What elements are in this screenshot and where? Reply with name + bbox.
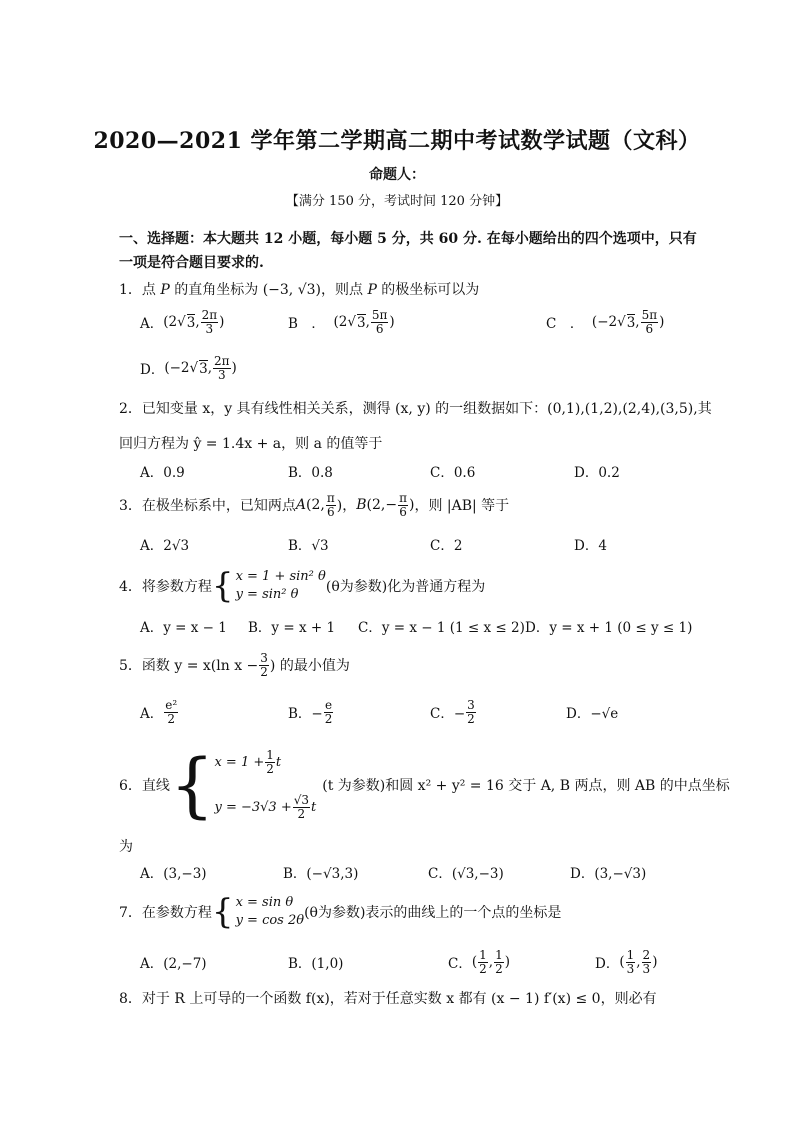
page-title: 2020—2021 学年第二学期高二期中考试数学试题（文科） (93, 128, 701, 154)
question-2-stem-line2: 回归方程为 ŷ = 1.4x + a，则 a 的值等于 (119, 436, 383, 452)
q6-option-b[interactable]: B．(−√3,3) (283, 866, 359, 882)
q3-option-d[interactable]: D．4 (574, 538, 607, 554)
author-line: 命题人： (369, 167, 425, 183)
question-1-stem: 1．点 P 的直角坐标为 (−3, √3)，则点 P 的极坐标可以为 (119, 282, 480, 298)
question-3-options (140, 526, 680, 566)
q3-option-b[interactable]: B．√3 (288, 538, 329, 554)
q2-option-d[interactable]: D．0.2 (574, 465, 620, 481)
q2-option-c[interactable]: C．0.6 (430, 465, 476, 481)
question-6-stem: 6．直线 { x = 1 + $\frac{1}{2}$ t y = −3√3 + $\frac{√3}{2}$ t (t 为参数)和圆 x² + y² = 16 交于 A, B 两点，则 AB 的中点坐标 (119, 744, 730, 826)
q5-option-d[interactable]: D．−√e (566, 706, 619, 722)
q5-option-c[interactable]: C．− $\frac{3}{2}$ (430, 697, 475, 726)
score-time-note: 【满分 150 分，考试时间 120 分钟】 (285, 194, 509, 209)
q6-option-c[interactable]: C．(√3,−3) (428, 866, 504, 882)
q1-option-b[interactable]: B ． (2 √ 3 , $\frac{5\pi}{6}$ ) (288, 307, 395, 336)
q1-option-a[interactable]: A． (2 √ 3 , $\frac{2\pi}{3}$ ) (140, 307, 225, 336)
q3-option-c[interactable]: C．2 (430, 538, 463, 554)
q7-option-c[interactable]: C． ( $\frac{1}{2}$ , $\frac{1}{2}$ ) (448, 947, 510, 976)
q4-option-c[interactable]: C．y = x − 1 (1 ≤ x ≤ 2) (358, 620, 525, 636)
q1-option-c[interactable]: C ． (−2 √ 3 , $\frac{5\pi}{6}$ ) (546, 307, 665, 336)
q2-option-b[interactable]: B．0.8 (288, 465, 333, 481)
q4-option-b[interactable]: B．y = x + 1 (248, 620, 336, 636)
question-6-stem-tail: 为 (119, 839, 133, 855)
question-5-stem: 5．函数 y = x(ln x − $\frac{3}{2}$ ) 的最小值为 (119, 650, 350, 679)
q5-option-b[interactable]: B．− $\frac{e}{2}$ (288, 697, 333, 726)
q7-option-a[interactable]: A．(2,−7) (140, 956, 207, 972)
question-4-options (140, 608, 693, 648)
q7-equation-system: { x = sin θ y = cos 2θ (211, 892, 305, 932)
q6-equation-system: x = 1 + $\frac{1}{2}$ t y = −3√3 + $\frac{√3}{2}$ t (214, 748, 317, 821)
q2-option-a[interactable]: A．0.9 (140, 465, 185, 481)
question-5-options (140, 694, 680, 734)
question-4-stem: 4．将参数方程 { x = 1 + sin² θ y = sin² θ (θ为参数)化为普通方程为 (119, 566, 486, 606)
question-2-stem-line1: 2．已知变量 x，y 具有线性相关关系，测得 (x, y) 的一组数据如下：(0,1),(1,2),(2,4),(3,5),其 (119, 401, 712, 417)
question-7-options (140, 944, 680, 984)
q6-option-a[interactable]: A．(3,−3) (140, 866, 207, 882)
question-1-options-row2 (140, 350, 680, 390)
q6-option-d[interactable]: D．(3,−√3) (570, 866, 647, 882)
q4-option-a[interactable]: A．y = x − 1 (140, 620, 227, 636)
q7-option-d[interactable]: D． ( $\frac{1}{3}$ , $\frac{2}{3}$ ) (595, 947, 658, 976)
section-heading-line1: 一、选择题：本大题共 12 小题，每小题 5 分，共 60 分. 在每小题给出的四个选项中，只有 (119, 231, 697, 247)
question-7-stem: 7．在参数方程 { x = sin θ y = cos 2θ (θ为参数)表示的曲线上的一个点的坐标是 (119, 892, 562, 932)
section-heading-line2: 一项是符合题目要求的. (119, 255, 264, 271)
q7-option-b[interactable]: B．(1,0) (288, 956, 344, 972)
question-6-options (140, 854, 680, 894)
question-1-options-row1 (140, 304, 680, 344)
question-3-stem: 3．在极坐标系中，已知两点 A (2, $\frac{\pi}{6}$ )， B (2,− $\frac{\pi}{6}$ ) ，则 |AB| 等于 (119, 490, 510, 519)
question-8-stem: 8．对于 R 上可导的一个函数 f(x)，若对于任意实数 x 都有 (x − 1) f′(x) ≤ 0，则必有 (119, 991, 657, 1007)
q5-option-a[interactable]: A． $\frac{\text{e²}}{2}$ (140, 697, 178, 726)
q1-option-d[interactable]: D． (−2 √ 3 , $\frac{2\pi}{3}$ ) (140, 353, 237, 382)
question-2-options (140, 453, 680, 493)
q4-equation-system: { x = 1 + sin² θ y = sin² θ (211, 566, 326, 606)
q3-option-a[interactable]: A．2√3 (140, 538, 190, 554)
q4-option-d[interactable]: D．y = x + 1 (0 ≤ y ≤ 1) (525, 620, 693, 636)
